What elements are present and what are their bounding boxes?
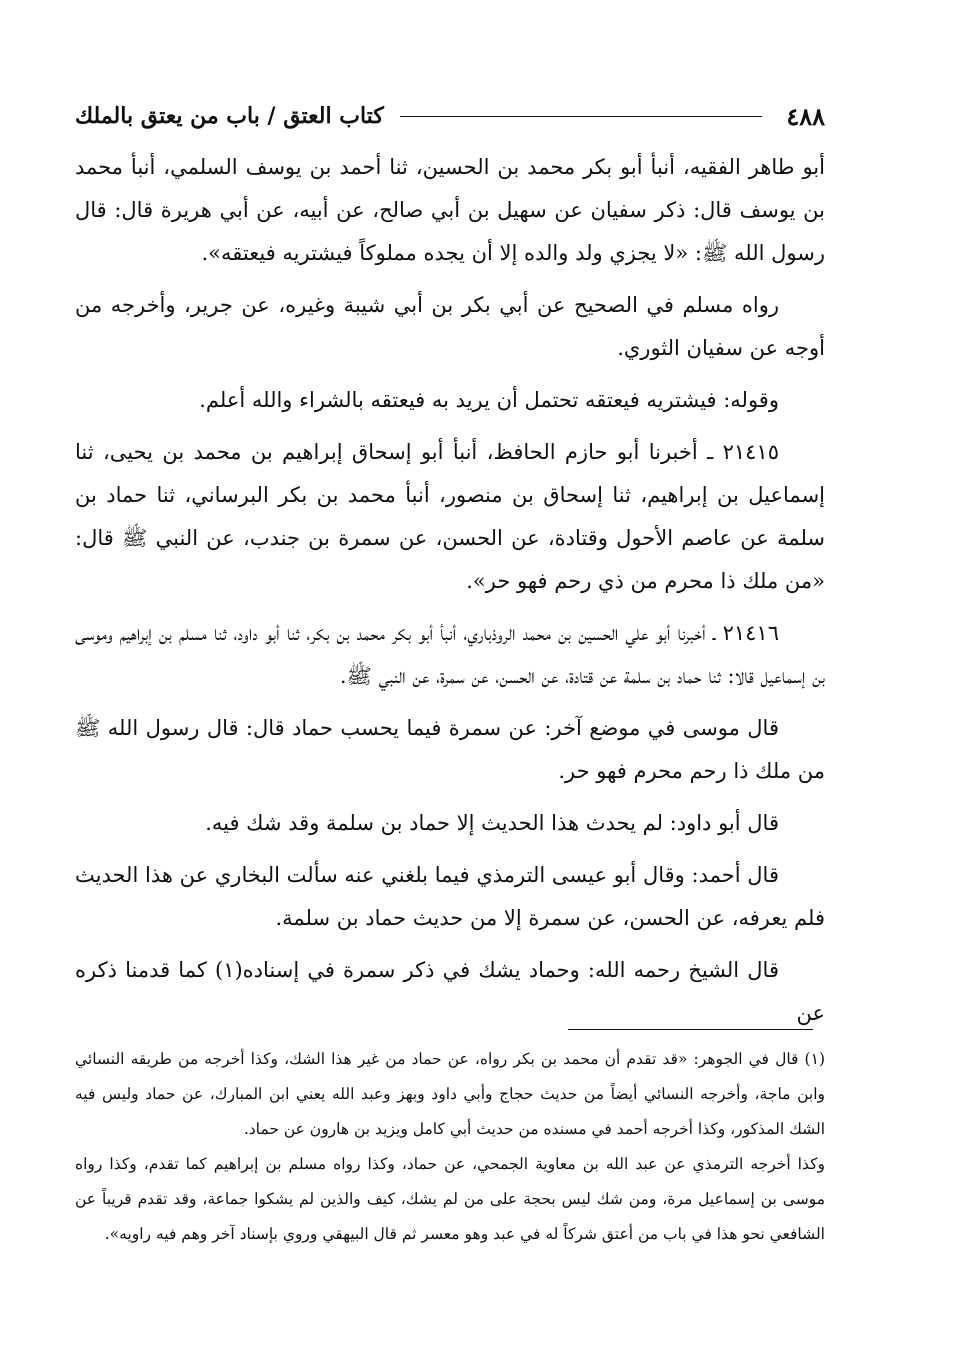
chapter-title: كتاب العتق / باب من يعتق بالملك <box>75 103 384 129</box>
hadith-21415: ٢١٤١٥ ـ أخبرنا أبو حازم الحافظ، أنبأ أبو إسحاق إبراهيم بن محمد بن يحيى، ثنا إسماعيل بن إبراهيم، ثنا إسحاق بن منصور، أنبأ محمد بن بكر البرساني، ثنا حماد بن سلمة عن عاصم الأحول وقتادة، عن الحسن، عن سمرة بن جندب، عن النبي ﷺ قال: «من ملك ذا محرم من ذي رحم فهو حر». <box>75 440 825 593</box>
paragraph: قال أحمد: وقال أبو عيسى الترمذي فيما بلغني عنه سألت البخاري عن هذا الحديث فلم يعرفه، عن الحسن، عن سمرة إلا من حديث حماد بن سلمة. <box>75 863 825 930</box>
footnote-1: (١) قال في الجوهر: «قد تقدم أن محمد بن بكر رواه، عن حماد من غير هذا الشك، وكذا أخرجه من طريقه النسائي وابن ماجة، وأخرجه النسائي أيضاً من حديث حجاج وأبي داود وبهز وعبد الله يعني ابن المبارك، عن حماد وليس فيه الشك المذكور، وكذا أخرجه أحمد في مسنده من حديث أبي كامل ويزيد بن هارون عن حماد. <box>75 1050 825 1138</box>
footnote-separator <box>568 1029 813 1030</box>
footnote-1-continued: وكذا أخرجه الترمذي عن عبد الله بن معاوية الجمحي، عن حماد، وكذا رواه مسلم بن إبراهيم كما تقدم، وكذا رواه موسى بن إسماعيل مرة، ومن شك ليس بحجة على من لم يشك، كيف والذين لم يشكوا جماعة، وقد تقدم قريباً عن الشافعي نحو هذا في باب من أعتق شركاً له في عبد وهو معسر ثم قال البيهقي وروي بإسناد آخر وهم فيه راويه». <box>75 1155 825 1243</box>
paragraph: قال الشيخ رحمه الله: وحماد يشك في ذكر سمرة في إسناده(١) كما قدمنا ذكره عن <box>75 958 825 1025</box>
paragraph: رواه مسلم في الصحيح عن أبي بكر بن أبي شيبة وغيره، عن جرير، وأخرجه من أوجه عن سفيان الثوري. <box>75 293 825 360</box>
page-number: ٤٨٨ <box>786 101 825 131</box>
paragraph: قال موسى في موضع آخر: عن سمرة فيما يحسب حماد قال: قال رسول الله ﷺ من ملك ذا رحم محرم فهو حر. <box>75 716 825 783</box>
header-rule <box>400 116 763 117</box>
paragraph: قال أبو داود: لم يحدث هذا الحديث إلا حماد بن سلمة وقد شك فيه. <box>205 811 779 835</box>
paragraph: أبو طاهر الفقيه، أنبأ أبو بكر محمد بن الحسين، ثنا أحمد بن يوسف السلمي، أنبأ محمد بن يوسف قال: ذكر سفيان عن سهيل بن أبي صالح، عن أبيه، عن أبي هريرة قال: قال رسول الله ﷺ: «لا يجزي ولد والده إلا أن يجده مملوكاً فيشتريه فيعتقه». <box>75 155 825 265</box>
running-header <box>75 96 825 136</box>
hadith-21416: ٢١٤١٦ ـ أخبرنا أبو علي الحسين بن محمد الروذباري، أنبأ أبو بكر محمد بن بكر، ثنا أبو داود، ثنا مسلم بن إبراهيم وموسى بن إسماعيل قالا: ثنا حماد بن سلمة عن قتادة، عن الحسن، عن سمرة، عن النبي ﷺ. <box>75 621 825 688</box>
footnotes <box>75 1042 825 1252</box>
main-text <box>75 146 825 1044</box>
paragraph: وقوله: فيشتريه فيعتقه تحتمل أن يريد به فيعتقه بالشراء والله أعلم. <box>199 388 779 412</box>
